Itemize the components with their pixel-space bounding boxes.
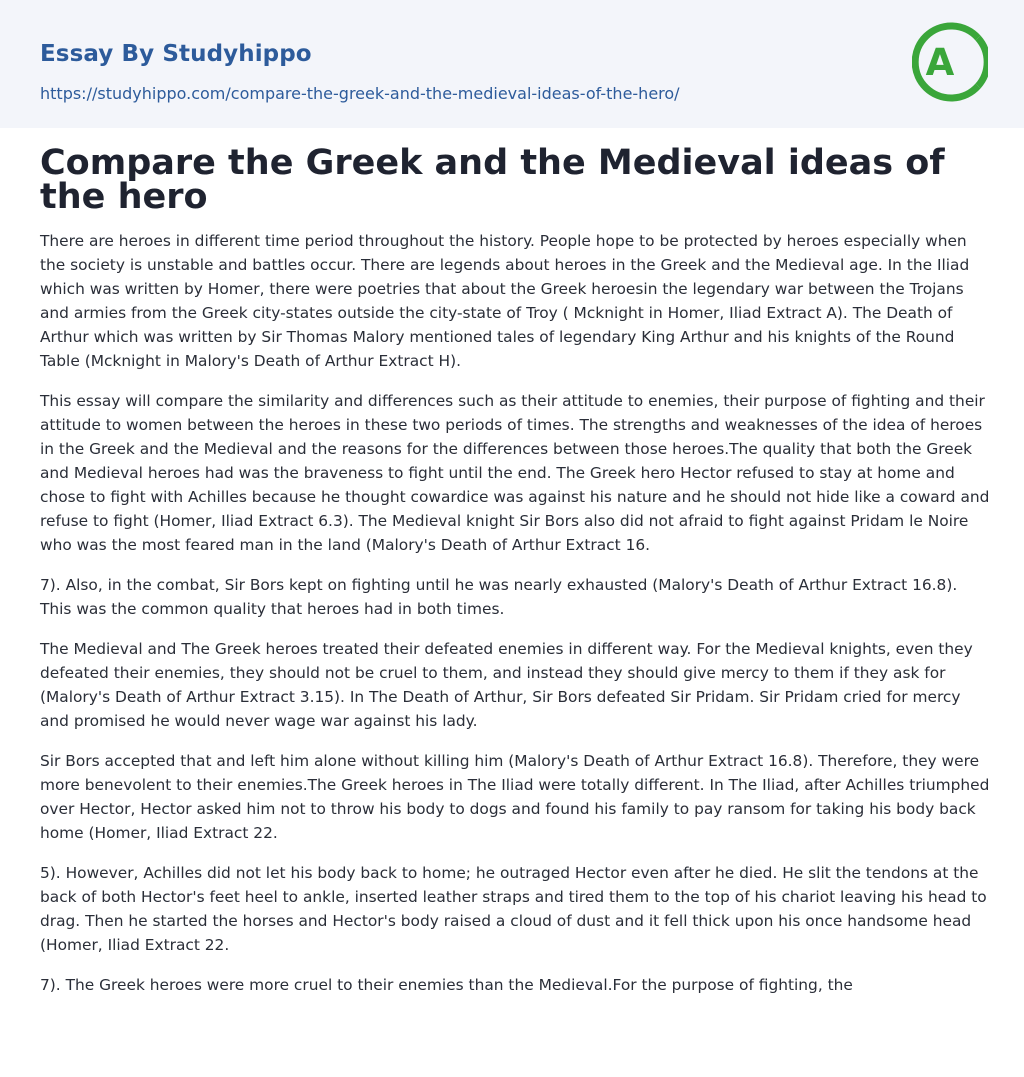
essay-paragraph-1: There are heroes in different time period throughout the history. People hope to be protected by heroes especially when the society is unstable and battles occur. There are legends about heroes in the Greek and the Medieval age. In the Iliad which was written by Homer, there were poetries that about the Greek heroesin the legendary war between the Trojans and armies from the Greek city-states outside the city-state of Troy ( Mcknight in Homer, Iliad Extract A). The Death of Arthur which was written by Sir Thomas Malory mentioned tales of legendary King Arthur and his knights of the Round Table (Mcknight in Malory's Death of Arthur Extract H). (40, 232, 970, 370)
logo-letter: A (925, 41, 955, 84)
studyhippo-logo-icon[interactable] (912, 18, 988, 106)
essay-paragraph-2: This essay will compare the similarity and differences such as their attitude to enemies, their purpose of fighting and their attitude to women between the heroes in these two periods of times. The strengths and weaknesses of the idea of heroes in the Greek and the Medieval and the reasons for the differences between those heroes.The quality that both the Greek and Medieval heroes had was the braveness to fight until the end. The Greek hero Hector refused to stay at home and chose to fight with Achilles because he thought cowardice was against his nature and he should not hide like a coward and refuse to fight (Homer, Iliad Extract 6.3). The Medieval knight Sir Bors also did not afraid to fight against Pridam le Noire who was the most feared man in the land (Malory's Death of Arthur Extract 16. (40, 392, 990, 554)
essay-paragraph-3: 7). Also, in the combat, Sir Bors kept on fighting until he was nearly exhausted (Malory's Death of Arthur Extract 16.8). This was the common quality that heroes had in both times. (40, 576, 958, 618)
essay-paragraph-5: Sir Bors accepted that and left him alone without killing him (Malory's Death of Arthur Extract 16.8). Therefore, they were more benevolent to their enemies.The Greek heroes in The Iliad were totally different. In The Iliad, after Achilles triumphed over Hector, Hector asked him not to throw his body to dogs and found his family to pay ransom for taking his body back home (Homer, Iliad Extract 22. (40, 752, 990, 842)
essay-paragraph-7: 7). The Greek heroes were more cruel to their enemies than the Medieval.For the purpose of fighting, the (40, 976, 853, 994)
essay-paragraph-6: 5). However, Achilles did not let his body back to home; he outraged Hector even after he died. He slit the tendons at the back of both Hector's feet heel to ankle, inserted leather straps and tired them to the top of his chariot leaving his head to drag. Then he started the horses and Hector's body raised a cloud of dust and it fell thick upon his once handsome head (Homer, Iliad Extract 22. (40, 864, 987, 954)
site-brand[interactable]: Essay By Studyhippo (40, 41, 312, 67)
essay-body (40, 229, 992, 1013)
essay-title: Compare the Greek and the Medieval ideas of the hero (40, 143, 945, 217)
essay-url-link[interactable]: https://studyhippo.com/compare-the-greek-and-the-medieval-ideas-of-the-hero/ (40, 84, 680, 103)
essay-paragraph-4: The Medieval and The Greek heroes treated their defeated enemies in different way. For the Medieval knights, even they defeated their enemies, they should not be cruel to them, and instead they should give mercy to them if they ask for (Malory's Death of Arthur Extract 3.15). In The Death of Arthur, Sir Bors defeated Sir Pridam. Sir Pridam cried for mercy and promised he would never wage war against his lady. (40, 640, 973, 730)
site-header (0, 0, 1024, 128)
